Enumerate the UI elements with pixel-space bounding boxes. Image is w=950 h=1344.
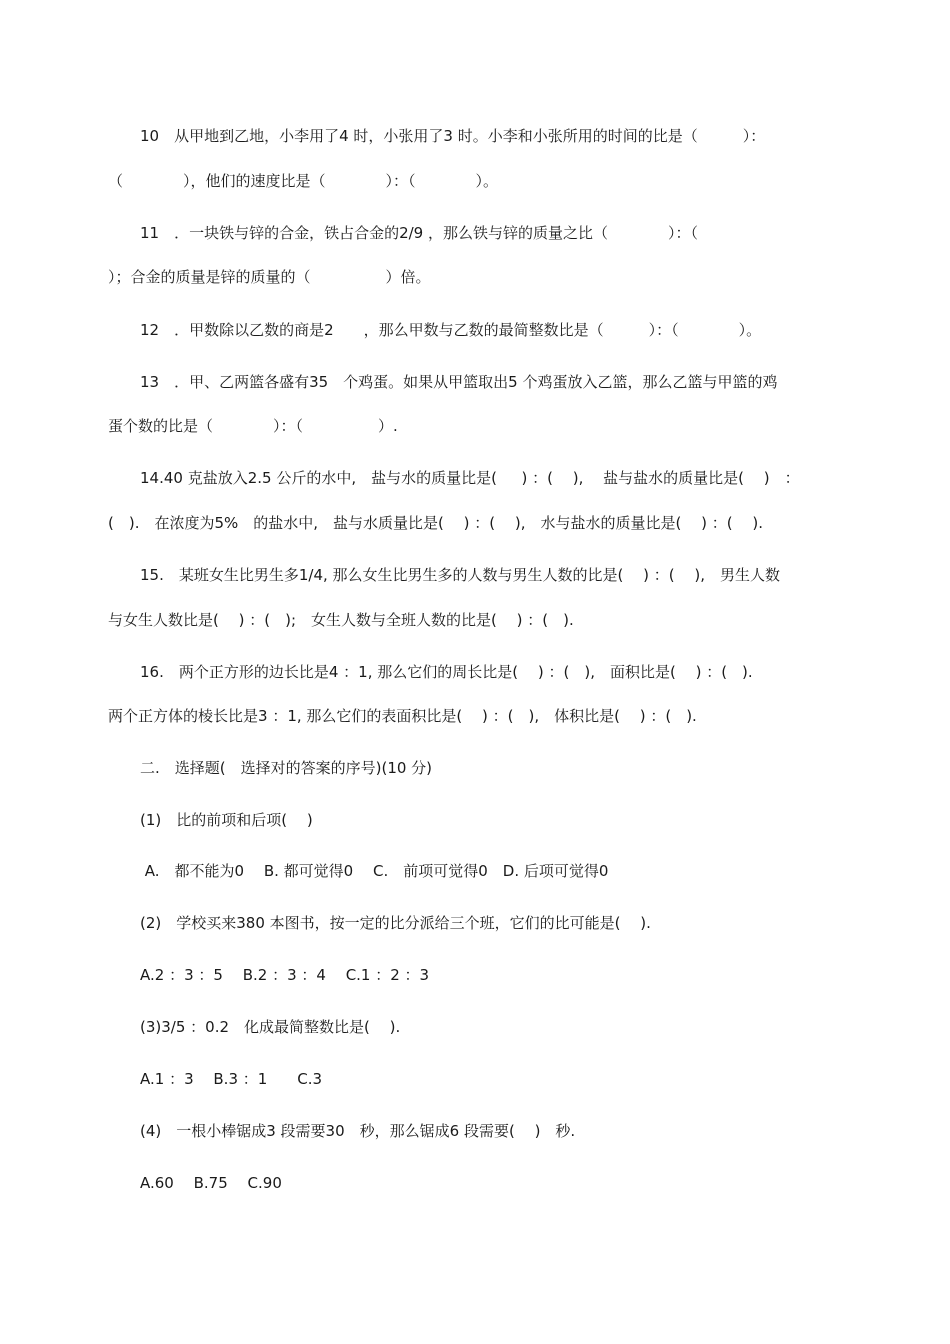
q11-line-2: ）；合金的质量是锌的质量的（ ）倍。 xyxy=(108,268,431,286)
q13-line-2: 蛋个数的比是（ ）：（ ）. xyxy=(108,417,398,435)
q14-line-2: ( ). 在浓度为5% 的盐水中, 盐与水质量比是( ) ：( ), 水与盐水的质量比是( ) ：( ). xyxy=(108,514,764,532)
q16-line-1: 16. 两个正方形的边长比是4 ：1, 那么它们的周长比是( ) ：( ), 面积比是( ) ：( ). xyxy=(140,663,753,681)
q16-line-2: 两个正方体的棱长比是3 ：1, 那么它们的表面积比是( ) ：( ), 体积比是( ) ：( ). xyxy=(108,707,697,725)
choice-q2-options: A.2 ：3 ：5 B.2 ：3 ：4 C.1 ：2 ：3 xyxy=(140,966,430,984)
q10-line-2: （ ），他们的速度比是（ ）：（ ）。 xyxy=(108,172,499,190)
choice-q3: (3)3/5 ：0.2 化成最简整数比是( ). xyxy=(140,1018,401,1036)
choice-q2: (2) 学校买来380 本图书，按一定的比分派给三个班，它们的比可能是( ). xyxy=(140,914,651,932)
choice-q1: (1) 比的前项和后项( ) xyxy=(140,811,313,829)
choice-q3-options: A.1 ：3 B.3 ：1 C.3 xyxy=(140,1070,323,1088)
q12-line-1: 12 ．甲数除以乙数的商是2 ，那么甲数与乙数的最简整数比是（ ）：（ ）。 xyxy=(140,321,762,339)
q15-line-2: 与女生人数比是( ) ：( ); 女生人数与全班人数的比是( ) ：( ). xyxy=(108,611,574,629)
q14-line-1: 14.40 克盐放入2.5 公斤的水中, 盐与水的质量比是( ) ：( ), 盐与盐水的质量比是( ) ： xyxy=(140,469,800,487)
choice-q1-options: A. 都不能为0 B. 都可觉得0 C. 前项可觉得0 D. 后项可觉得0 xyxy=(140,862,609,880)
choice-q4-options: A.60 B.75 C.90 xyxy=(140,1174,282,1192)
q13-line-1: 13 ．甲、乙两篮各盛有35 个鸡蛋。如果从甲篮取出5 个鸡蛋放入乙篮，那么乙篮与甲篮的鸡 xyxy=(140,373,778,391)
section-2-heading: 二. 选择题( 选择对的答案的序号)(10 分) xyxy=(140,759,433,777)
q11-line-1: 11 ．一块铁与锌的合金，铁占合金的2/9 ，那么铁与锌的质量之比（ ）：（ xyxy=(140,224,698,242)
choice-q4: (4) 一根小棒锯成3 段需要30 秒，那么锯成6 段需要( ) 秒. xyxy=(140,1122,576,1140)
q10-line-1: 10 从甲地到乙地，小李用了4 时，小张用了3 时。小李和小张所用的时间的比是（ ）： xyxy=(140,127,766,145)
q15-line-1: 15. 某班女生比男生多1/4, 那么女生比男生多的人数与男生人数的比是( ) ：( ), 男生人数 xyxy=(140,566,781,584)
